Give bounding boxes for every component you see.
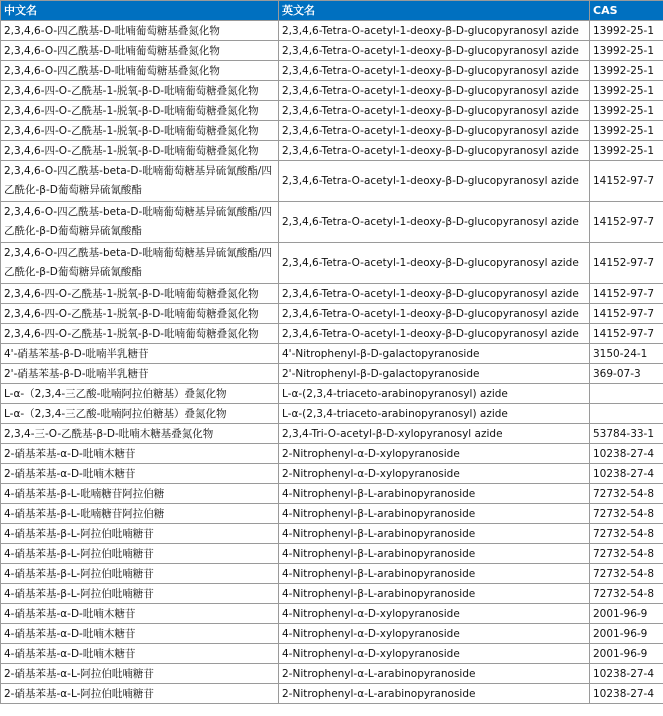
cell-chinese-name: 4-硝基苯基-β-L-阿拉伯吡喃糖苷 — [1, 564, 279, 584]
cell-chinese-name: 2,3,4,6-四-O-乙酰基-1-脱氧-β-D-吡喃葡萄糖叠氮化物 — [1, 324, 279, 344]
cell-english-name: 2,3,4,6-Tetra-O-acetyl-1-deoxy-β-D-glucopyranosyl azide — [279, 141, 590, 161]
cell-cas: 2001-96-9 — [590, 604, 663, 624]
cell-english-name: 2-Nitrophenyl-α-D-xylopyranoside — [279, 444, 590, 464]
table-row — [1, 544, 663, 564]
cell-chinese-name: 2,3,4,6-四-O-乙酰基-1-脱氧-β-D-吡喃葡萄糖叠氮化物 — [1, 121, 279, 141]
table-row — [1, 81, 663, 101]
cell-chinese-name: 2,3,4,6-O-四乙酰基-beta-D-吡喃葡萄糖基异硫氰酸酯/四乙酰化-β-D葡萄糖异硫氰酸酯 — [1, 243, 279, 284]
cell-english-name: 2,3,4,6-Tetra-O-acetyl-1-deoxy-β-D-glucopyranosyl azide — [279, 284, 590, 304]
cell-chinese-name: 2,3,4,6-O-四乙酰基-D-吡喃葡萄糖基叠氮化物 — [1, 41, 279, 61]
cell-cas: 72732-54-8 — [590, 524, 663, 544]
cell-chinese-name: 4-硝基苯基-β-L-阿拉伯吡喃糖苷 — [1, 584, 279, 604]
cell-english-name: 4-Nitrophenyl-β-L-arabinopyranoside — [279, 544, 590, 564]
cell-english-name: 2-Nitrophenyl-α-L-arabinopyranoside — [279, 664, 590, 684]
table-row — [1, 344, 663, 364]
header-english-name: 英文名 — [279, 1, 590, 21]
cell-english-name: 4-Nitrophenyl-β-L-arabinopyranoside — [279, 484, 590, 504]
cell-cas: 14152-97-7 — [590, 324, 663, 344]
cell-english-name: 2-Nitrophenyl-α-D-xylopyranoside — [279, 464, 590, 484]
cell-cas: 2001-96-9 — [590, 644, 663, 664]
cell-english-name: 2,3,4,6-Tetra-O-acetyl-1-deoxy-β-D-glucopyranosyl azide — [279, 81, 590, 101]
cell-english-name: 2,3,4,6-Tetra-O-acetyl-1-deoxy-β-D-glucopyranosyl azide — [279, 304, 590, 324]
cell-chinese-name: 2,3,4,6-O-四乙酰基-beta-D-吡喃葡萄糖基异硫氰酸酯/四乙酰化-β-D葡萄糖异硫氰酸酯 — [1, 202, 279, 243]
cell-english-name: 4-Nitrophenyl-β-L-arabinopyranoside — [279, 504, 590, 524]
cell-cas: 10238-27-4 — [590, 444, 663, 464]
cell-english-name: 4-Nitrophenyl-α-D-xylopyranoside — [279, 604, 590, 624]
table-row — [1, 644, 663, 664]
cell-cas: 2001-96-9 — [590, 624, 663, 644]
table-row — [1, 304, 663, 324]
cell-chinese-name: 2,3,4,6-四-O-乙酰基-1-脱氧-β-D-吡喃葡萄糖叠氮化物 — [1, 304, 279, 324]
cell-cas: 13992-25-1 — [590, 141, 663, 161]
cell-cas: 53784-33-1 — [590, 424, 663, 444]
header-row — [1, 1, 663, 21]
cell-chinese-name: 4-硝基苯基-α-D-吡喃木糖苷 — [1, 624, 279, 644]
table-row — [1, 604, 663, 624]
cell-cas: 10238-27-4 — [590, 464, 663, 484]
table-row — [1, 141, 663, 161]
table-row — [1, 101, 663, 121]
cell-chinese-name: L-α-（2,3,4-三乙酸-吡喃阿拉伯糖基）叠氮化物 — [1, 384, 279, 404]
cell-chinese-name: 4-硝基苯基-β-L-吡喃糖苷阿拉伯糖 — [1, 504, 279, 524]
cell-english-name: 4-Nitrophenyl-α-D-xylopyranoside — [279, 624, 590, 644]
cell-chinese-name: 2,3,4,6-O-四乙酰基-beta-D-吡喃葡萄糖基异硫氰酸酯/四乙酰化-β-D葡萄糖异硫氰酸酯 — [1, 161, 279, 202]
cell-cas: 14152-97-7 — [590, 284, 663, 304]
table-row — [1, 364, 663, 384]
cell-cas: 14152-97-7 — [590, 243, 663, 284]
cell-cas: 13992-25-1 — [590, 61, 663, 81]
cell-cas: 10238-27-4 — [590, 664, 663, 684]
table-row — [1, 324, 663, 344]
table-row — [1, 41, 663, 61]
cell-cas: 3150-24-1 — [590, 344, 663, 364]
cell-cas: 72732-54-8 — [590, 504, 663, 524]
table-row — [1, 624, 663, 644]
cell-cas: 72732-54-8 — [590, 544, 663, 564]
table-row — [1, 384, 663, 404]
cell-cas: 72732-54-8 — [590, 584, 663, 604]
table-row — [1, 243, 663, 284]
table-row — [1, 404, 663, 424]
cell-english-name: L-α-(2,3,4-triaceto-arabinopyranosyl) azide — [279, 404, 590, 424]
cell-english-name: 4-Nitrophenyl-α-D-xylopyranoside — [279, 644, 590, 664]
cell-cas: 13992-25-1 — [590, 41, 663, 61]
cell-chinese-name: 2,3,4,6-四-O-乙酰基-1-脱氧-β-D-吡喃葡萄糖叠氮化物 — [1, 284, 279, 304]
cell-english-name: 2,3,4,6-Tetra-O-acetyl-1-deoxy-β-D-glucopyranosyl azide — [279, 41, 590, 61]
table-row — [1, 584, 663, 604]
header-cas: CAS — [590, 1, 663, 21]
cell-english-name: 2,3,4,6-Tetra-O-acetyl-1-deoxy-β-D-glucopyranosyl azide — [279, 101, 590, 121]
cell-english-name: 4-Nitrophenyl-β-L-arabinopyranoside — [279, 584, 590, 604]
cell-english-name: 4-Nitrophenyl-β-L-arabinopyranoside — [279, 564, 590, 584]
cell-cas: 72732-54-8 — [590, 564, 663, 584]
cell-chinese-name: 2,3,4,6-四-O-乙酰基-1-脱氧-β-D-吡喃葡萄糖叠氮化物 — [1, 101, 279, 121]
cell-chinese-name: 2,3,4-三-O-乙酰基-β-D-吡喃木糖基叠氮化物 — [1, 424, 279, 444]
cell-cas: 369-07-3 — [590, 364, 663, 384]
cell-chinese-name: 2,3,4,6-O-四乙酰基-D-吡喃葡萄糖基叠氮化物 — [1, 61, 279, 81]
header-chinese-name: 中文名 — [1, 1, 279, 21]
cell-chinese-name: 4-硝基苯基-α-D-吡喃木糖苷 — [1, 604, 279, 624]
cell-chinese-name: 2-硝基苯基-α-L-阿拉伯吡喃糖苷 — [1, 664, 279, 684]
table-row — [1, 564, 663, 584]
cell-english-name: 2,3,4,6-Tetra-O-acetyl-1-deoxy-β-D-glucopyranosyl azide — [279, 121, 590, 141]
cell-chinese-name: L-α-（2,3,4-三乙酸-吡喃阿拉伯糖基）叠氮化物 — [1, 404, 279, 424]
cell-chinese-name: 2-硝基苯基-α-L-阿拉伯吡喃糖苷 — [1, 684, 279, 704]
cell-chinese-name: 4-硝基苯基-β-L-吡喃糖苷阿拉伯糖 — [1, 484, 279, 504]
cell-chinese-name: 2,3,4,6-O-四乙酰基-D-吡喃葡萄糖基叠氮化物 — [1, 21, 279, 41]
cell-english-name: 2,3,4,6-Tetra-O-acetyl-1-deoxy-β-D-glucopyranosyl azide — [279, 202, 590, 243]
cell-english-name: 2,3,4,6-Tetra-O-acetyl-1-deoxy-β-D-glucopyranosyl azide — [279, 161, 590, 202]
cell-english-name: L-α-(2,3,4-triaceto-arabinopyranosyl) azide — [279, 384, 590, 404]
cell-cas: 13992-25-1 — [590, 121, 663, 141]
cell-english-name: 4'-Nitrophenyl-β-D-galactopyranoside — [279, 344, 590, 364]
table-body — [1, 21, 663, 704]
cell-chinese-name: 4-硝基苯基-α-D-吡喃木糖苷 — [1, 644, 279, 664]
cell-cas: 13992-25-1 — [590, 81, 663, 101]
cell-cas: 14152-97-7 — [590, 161, 663, 202]
table-row — [1, 524, 663, 544]
cell-chinese-name: 4'-硝基苯基-β-D-吡喃半乳糖苷 — [1, 344, 279, 364]
cell-english-name: 4-Nitrophenyl-β-L-arabinopyranoside — [279, 524, 590, 544]
cell-chinese-name: 2-硝基苯基-α-D-吡喃木糖苷 — [1, 444, 279, 464]
cell-cas — [590, 404, 663, 424]
table-row — [1, 684, 663, 704]
table-row — [1, 444, 663, 464]
cell-chinese-name: 2'-硝基苯基-β-D-吡喃半乳糖苷 — [1, 364, 279, 384]
cell-cas: 13992-25-1 — [590, 21, 663, 41]
cell-chinese-name: 4-硝基苯基-β-L-阿拉伯吡喃糖苷 — [1, 524, 279, 544]
cell-cas: 14152-97-7 — [590, 304, 663, 324]
cell-english-name: 2,3,4-Tri-O-acetyl-β-D-xylopyranosyl azide — [279, 424, 590, 444]
table-row — [1, 464, 663, 484]
cell-cas: 13992-25-1 — [590, 101, 663, 121]
table-row — [1, 504, 663, 524]
table-row — [1, 21, 663, 41]
cell-english-name: 2,3,4,6-Tetra-O-acetyl-1-deoxy-β-D-glucopyranosyl azide — [279, 61, 590, 81]
table-row — [1, 61, 663, 81]
table-row — [1, 664, 663, 684]
table-row — [1, 484, 663, 504]
cell-chinese-name: 2,3,4,6-四-O-乙酰基-1-脱氧-β-D-吡喃葡萄糖叠氮化物 — [1, 81, 279, 101]
table-row — [1, 284, 663, 304]
cell-english-name: 2'-Nitrophenyl-β-D-galactopyranoside — [279, 364, 590, 384]
table-row — [1, 121, 663, 141]
cell-chinese-name: 2-硝基苯基-α-D-吡喃木糖苷 — [1, 464, 279, 484]
cell-cas — [590, 384, 663, 404]
cell-cas: 14152-97-7 — [590, 202, 663, 243]
table-row — [1, 424, 663, 444]
cell-english-name: 2,3,4,6-Tetra-O-acetyl-1-deoxy-β-D-glucopyranosyl azide — [279, 243, 590, 284]
cell-english-name: 2-Nitrophenyl-α-L-arabinopyranoside — [279, 684, 590, 704]
cell-english-name: 2,3,4,6-Tetra-O-acetyl-1-deoxy-β-D-glucopyranosyl azide — [279, 21, 590, 41]
cell-english-name: 2,3,4,6-Tetra-O-acetyl-1-deoxy-β-D-glucopyranosyl azide — [279, 324, 590, 344]
cell-cas: 72732-54-8 — [590, 484, 663, 504]
cell-chinese-name: 2,3,4,6-四-O-乙酰基-1-脱氧-β-D-吡喃葡萄糖叠氮化物 — [1, 141, 279, 161]
cell-cas: 10238-27-4 — [590, 684, 663, 704]
table-row — [1, 202, 663, 243]
table-row — [1, 161, 663, 202]
cell-chinese-name: 4-硝基苯基-β-L-阿拉伯吡喃糖苷 — [1, 544, 279, 564]
